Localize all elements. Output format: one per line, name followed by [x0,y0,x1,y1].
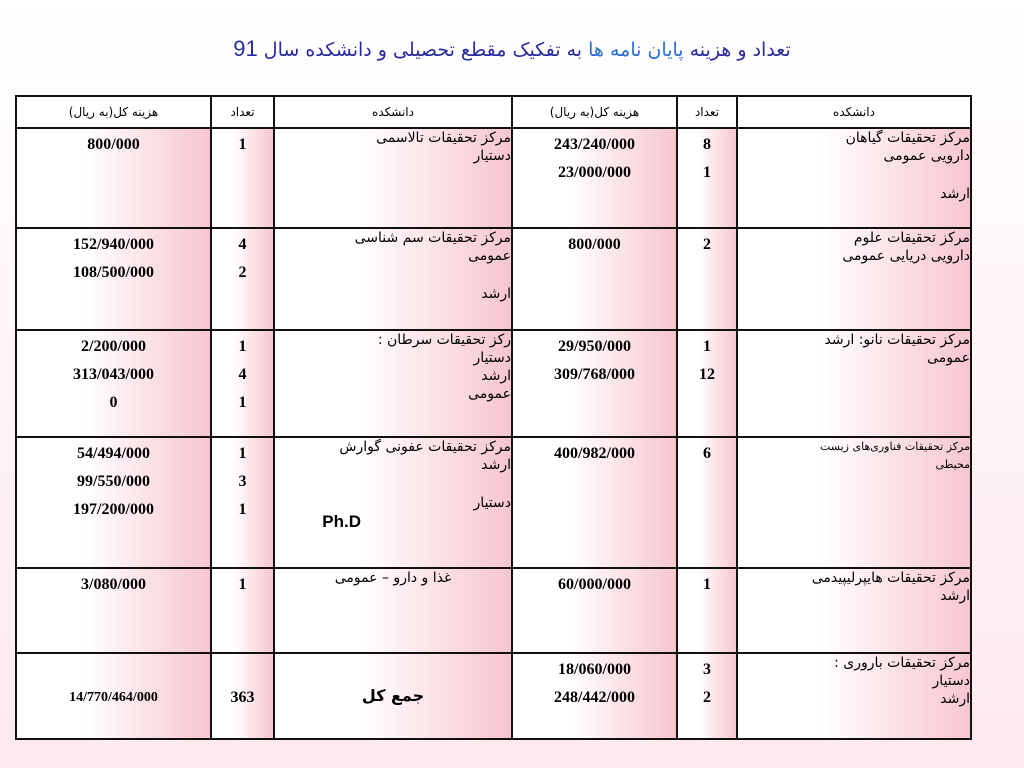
count-cell [211,437,274,567]
table-row [16,568,971,653]
faculty-cell [274,568,512,653]
header-cost-right: هزینه کل(به ریال) [512,96,677,128]
faculty-value: عمومی [927,350,970,367]
title-year: 91 [233,36,258,61]
cost-value: 18/060/000 [558,660,631,678]
cost-value: 54/494/000 [77,445,150,463]
cost-value: 29/950/000 [558,338,631,356]
cost-cell [16,437,211,567]
count-cell [211,128,274,228]
faculty-value: دستیار [473,148,511,164]
count-cell [677,330,737,437]
cost-cell [512,437,677,567]
header-count-right: تعداد [677,96,737,128]
cost-value: 800/000 [87,136,140,153]
count-cell [211,568,274,653]
table-row [16,228,971,330]
faculty-cell [274,653,512,739]
title-part-2: پایان نامه ها [588,39,684,61]
count-cell [677,568,737,653]
faculty-value: عمومی [468,248,511,265]
faculty-value: رکز تحقیقات سرطان : [377,332,511,349]
faculty-value: ارشد [940,186,970,202]
cost-cell [512,330,677,437]
cost-cell [16,128,211,228]
count-value: 12 [699,366,715,384]
faculty-value: مرکز تحقیقات هایپرلیپیدمی [811,569,970,586]
faculty-value: مرکز تحقیقات سم شناسی [354,230,511,247]
count-value: 2 [703,688,711,706]
header-faculty-left: دانشکده [274,96,512,128]
count-cell [211,330,274,437]
phd-label: Ph.D [322,512,361,532]
count-value: 4 [238,236,247,254]
faculty-value: ارشد [481,286,511,303]
count-value: 3 [703,660,711,678]
faculty-cell [274,228,512,330]
count-cell [211,653,274,739]
cost-value: 99/550/000 [77,473,150,491]
cost-value: 108/500/000 [73,264,154,282]
cost-value: 400/982/000 [554,445,635,463]
faculty-value: مرکز تحقیقات باروری : [834,654,970,671]
count-cell [677,653,737,739]
cost-value: 309/768/000 [554,366,635,384]
cost-value: 2/200/000 [81,338,146,356]
cost-cell [512,128,677,228]
faculty-cell [274,437,512,567]
faculty-cell [737,568,971,653]
faculty-value: جمع کل [361,685,425,705]
cost-value: 14/770/464/000 [69,689,158,705]
table-row [16,330,971,437]
faculty-cell [737,128,971,228]
faculty-cell [274,330,512,437]
faculty-value: دارویی دریایی عمومی [842,248,970,265]
cost-cell [16,568,211,653]
cost-cell [16,653,211,739]
faculty-cell [737,653,971,739]
count-value: 4 [238,366,247,384]
spacer [738,165,970,185]
count-value: 363 [230,688,255,706]
faculty-cell [274,128,512,228]
faculty-value: ارشد [481,368,511,385]
faculty-value: غذا و دارو – عمومی [334,569,452,586]
faculty-value: محیطی [935,458,970,472]
faculty-value: دستیار [473,495,511,512]
count-value: 8 [703,136,711,153]
faculty-cell [737,330,971,437]
faculty-value: دستیار [473,350,511,367]
table-row [16,653,971,739]
count-value: 6 [703,445,711,463]
cost-value: 248/442/000 [554,688,635,706]
cost-value: 243/240/000 [554,136,635,153]
faculty-value: عمومی [468,386,511,403]
count-value: 3 [238,473,247,491]
faculty-cell [737,228,971,330]
faculty-value: ارشد [940,587,970,604]
cost-value: 0 [109,394,118,412]
count-value: 1 [238,394,247,412]
header-cost-left: هزینه کل(به ریال) [16,96,211,128]
header-row [16,96,971,128]
cost-value: 60/000/000 [558,575,631,593]
header-faculty-right: دانشکده [737,96,971,128]
cost-cell [512,228,677,330]
count-cell [677,128,737,228]
cost-value: 313/043/000 [73,366,154,384]
faculty-value: دارویی عمومی [883,148,970,164]
faculty-value: دستیار [932,672,970,689]
count-value: 1 [238,136,247,153]
faculty-value: مرکز تحقیقات علوم [853,230,970,247]
count-cell [677,437,737,567]
cost-value: 152/940/000 [73,236,154,254]
faculty-value: مرکز تحقیقات نانو: ارشد [824,332,970,349]
faculty-value: ارشد [940,690,970,707]
count-value: 2 [238,264,247,282]
count-value: 1 [703,575,711,593]
cost-cell [16,228,211,330]
cost-cell [16,330,211,437]
spacer [275,265,511,285]
faculty-value: مرکز تحقیقات تالاسمی [376,130,511,146]
faculty-value: ارشد [481,457,511,474]
header-count-left: تعداد [211,96,274,128]
table-row [16,437,971,567]
count-value: 1 [238,501,247,519]
cost-value: 23/000/000 [558,164,631,181]
faculty-value: مرکز تحقیقات گیاهان [845,130,970,146]
table-row [16,128,971,228]
page-title [0,36,1024,62]
title-part-3: به تفکیک مقطع تحصیلی و دانشکده سال [263,39,589,61]
cost-cell [512,653,677,739]
faculty-cell [737,437,971,567]
cost-value: 800/000 [568,236,621,254]
count-cell [211,228,274,330]
faculty-value: مرکز تحقیقات عفونی گوارش [339,439,511,456]
faculty-value: مرکز تحقیقات فناوری‌های زیست [820,440,970,454]
count-cell [677,228,737,330]
cost-value: 197/200/000 [73,501,154,519]
count-value: 1 [703,164,711,181]
count-value: 1 [703,338,711,356]
count-value: 1 [238,338,247,356]
stats-table [15,95,972,740]
title-part-1: تعداد و هزینه [683,39,791,61]
cost-cell [512,568,677,653]
count-value: 1 [238,445,247,463]
count-value: 1 [238,575,247,593]
spacer [275,474,511,494]
count-value: 2 [703,236,711,254]
cost-value: 3/080/000 [81,575,146,593]
